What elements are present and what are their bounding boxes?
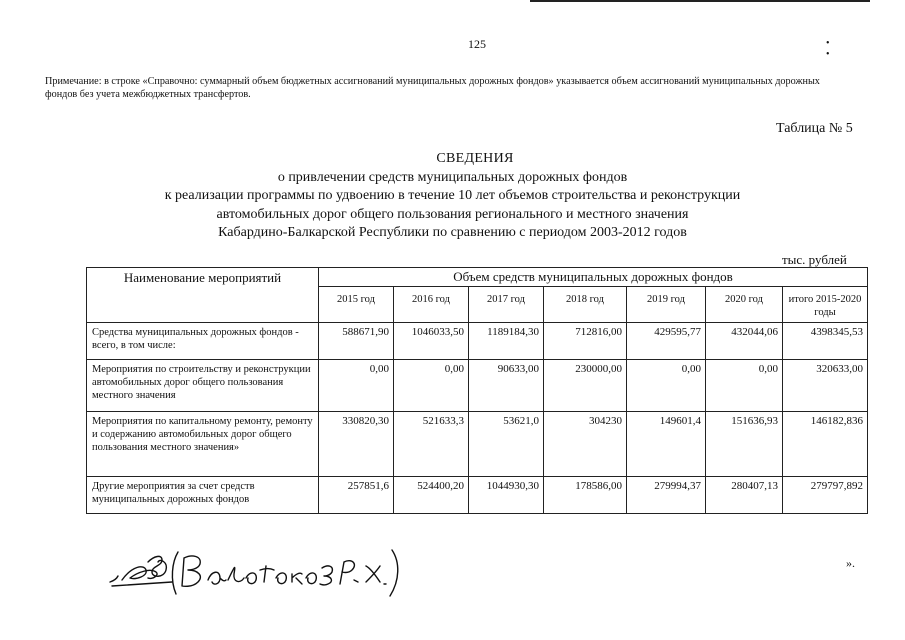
header-year-2015: 2015 год (319, 287, 394, 323)
row-label: Мероприятия по строительству и реконструкции автомобильных дорог общего пользования местного значения (87, 360, 319, 412)
cell-value: 230000,00 (544, 360, 627, 412)
cell-value: 1046033,50 (394, 323, 469, 360)
cell-value: 0,00 (319, 360, 394, 412)
page-number: 125 (468, 37, 486, 51)
title-line-4: автомобильных дорог общего пользования регионального и местного значения (216, 206, 689, 222)
units-label: тыс. рублей (782, 252, 847, 267)
header-name: Наименование мероприятий (87, 268, 319, 323)
table-row (87, 360, 868, 412)
table-row (87, 477, 868, 514)
table-row (87, 323, 868, 360)
cell-value: 279797,892 (783, 477, 868, 514)
corner-marks: • • (826, 38, 860, 60)
funds-table (86, 267, 868, 514)
header-total: итого 2015-2020 годы (783, 287, 868, 323)
cell-value: 280407,13 (706, 477, 783, 514)
document-title (0, 150, 905, 243)
closing-mark: ». (846, 556, 855, 570)
header-group: Объем средств муниципальных дорожных фондов (319, 268, 868, 287)
row-label: Средства муниципальных дорожных фондов - всего, в том числе: (87, 323, 319, 360)
cell-value: 0,00 (394, 360, 469, 412)
table-row (87, 412, 868, 477)
signature-scribble-icon (108, 540, 408, 610)
title-line-1: СВЕДЕНИЯ (436, 151, 514, 166)
title-line-3: к реализации программы по удвоению в течение 10 лет объемов строительства и реконструкции (164, 188, 741, 203)
title-line-2: о привлечении средств муниципальных дорожных фондов (277, 169, 628, 185)
cell-value: 4398345,53 (783, 323, 868, 360)
cell-value: 1189184,30 (469, 323, 544, 360)
header-year-2018: 2018 год (544, 287, 627, 323)
cell-value: 149601,4 (627, 412, 706, 477)
handwritten-signature (108, 540, 408, 615)
cell-value: 429595,77 (627, 323, 706, 360)
top-rule (530, 0, 870, 2)
cell-value: 178586,00 (544, 477, 627, 514)
cell-value: 330820,30 (319, 412, 394, 477)
cell-value: 304230 (544, 412, 627, 477)
title-line-5: Кабардино-Балкарской Республики по сравнению с периодом 2003-2012 годов (218, 225, 687, 240)
cell-value: 90633,00 (469, 360, 544, 412)
cell-value: 588671,90 (319, 323, 394, 360)
footnote-text: Примечание: в строке «Справочно: суммарный объем бюджетных ассигнований муниципальных дорожных фондов» указывается объем ассигнований муниципальных дорожных фондов без учета межбюджетных трансфертов. (45, 76, 820, 100)
header-year-2017: 2017 год (469, 287, 544, 323)
cell-value: 320633,00 (783, 360, 868, 412)
header-year-2016: 2016 год (394, 287, 469, 323)
row-label: Мероприятия по капитальному ремонту, ремонту и содержанию автомобильных дорог общего пользования местного значения» (87, 412, 319, 477)
cell-value: 53621,0 (469, 412, 544, 477)
cell-value: 146182,836 (783, 412, 868, 477)
cell-value: 0,00 (706, 360, 783, 412)
cell-value: 151636,93 (706, 412, 783, 477)
cell-value: 432044,06 (706, 323, 783, 360)
cell-value: 521633,3 (394, 412, 469, 477)
header-year-2019: 2019 год (627, 287, 706, 323)
row-label: Другие мероприятия за счет средств муниципальных дорожных фондов (87, 477, 319, 514)
cell-value: 257851,6 (319, 477, 394, 514)
table-number: Таблица № 5 (776, 121, 853, 136)
cell-value: 712816,00 (544, 323, 627, 360)
cell-value: 1044930,30 (469, 477, 544, 514)
cell-value: 524400,20 (394, 477, 469, 514)
header-year-2020: 2020 год (706, 287, 783, 323)
cell-value: 0,00 (627, 360, 706, 412)
cell-value: 279994,37 (627, 477, 706, 514)
